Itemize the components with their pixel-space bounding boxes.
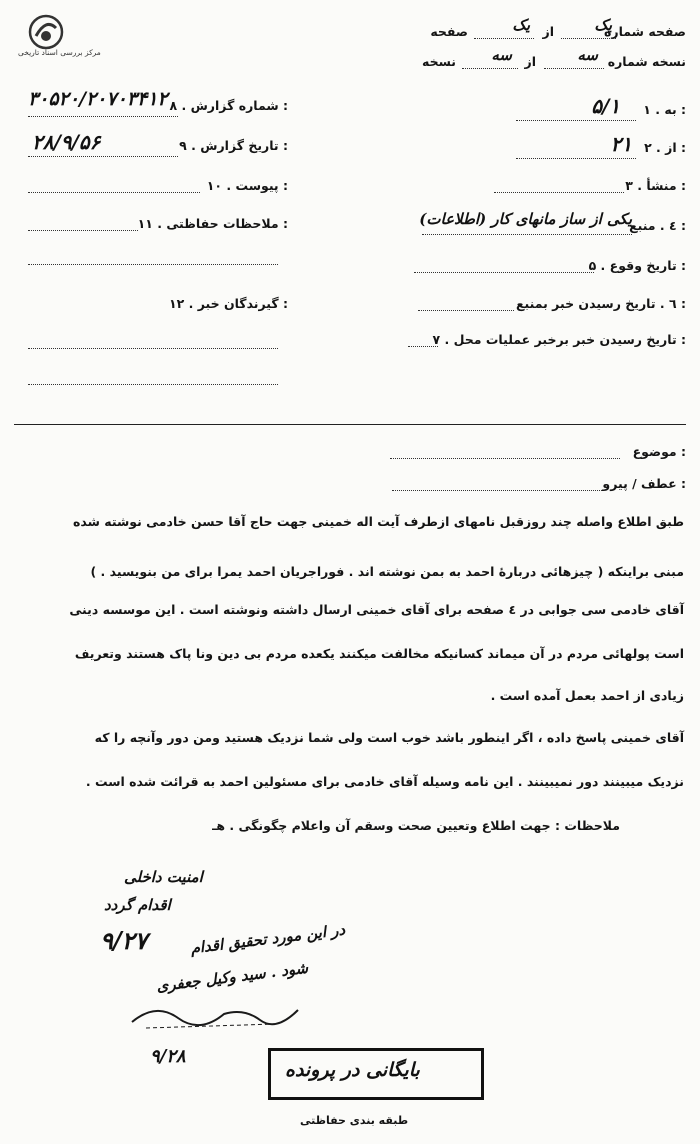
field-report-number: [28, 88, 288, 120]
page-number-value: یک: [594, 16, 612, 34]
classification-label: طبقه بندی حفاظتی: [300, 1114, 409, 1127]
field-label: ۸ . شماره گزارش :: [169, 98, 288, 113]
field-recipients: [28, 290, 288, 318]
copy-total-value: سه: [491, 46, 512, 64]
archive-logo: [28, 14, 64, 50]
page-of-label: از: [542, 24, 554, 39]
field-from: [386, 134, 686, 162]
handwritten-note: شود . سید وکیل جعفری: [155, 958, 309, 996]
body-line: مبنی براینکه ( چیزهائی دربارۀ احمد به بمن نوشته اند . فوراجریان احمد یمرا برای من بنویسید . ): [90, 564, 684, 579]
field-value: ۵/۱: [591, 94, 620, 118]
body-line: نزدیک میبینند دور نمیبینند . این نامه وسیله آقای خادمی برای مسئولین احمد به قرائت شده است .: [85, 774, 684, 789]
reference-label: عطف / پیرو :: [602, 476, 686, 491]
field-to: [386, 96, 686, 124]
field-label: ۳ . منشأ :: [625, 178, 686, 193]
signature-icon: [126, 994, 306, 1034]
field-label: ۷ . تاریخ رسیدن خبر برخبر عملیات محل :: [432, 332, 686, 347]
field-label: ٤ . منبع :: [629, 218, 686, 233]
field-operation-received-date: [386, 326, 686, 354]
page-word: صفحه: [430, 24, 468, 39]
field-value: ۲۸/۹/۵۶: [32, 130, 101, 154]
handwritten-note: امنیت داخلی: [124, 868, 203, 886]
field-label: ۱۰ . پیوست :: [206, 178, 288, 193]
copy-number-line: [386, 46, 686, 72]
field-label: ۵ . تاریخ وقوع :: [588, 258, 686, 273]
field-label: ۱۱ . ملاحظات حفاظتی :: [137, 216, 288, 231]
field-value: ۲۱: [610, 132, 632, 156]
field-source: [386, 208, 686, 242]
field-attachment: [28, 172, 288, 200]
logo-caption: مرکز بررسی اسناد تاریخی: [18, 48, 101, 57]
header-divider: [14, 424, 686, 425]
recipients-line-1: [28, 348, 278, 349]
body-line: زیادی از احمد بعمل آمده است .: [490, 688, 684, 703]
body-line: است پولهائی مردم در آن میماند کسانیکه مخالفت میکنند یکعده مردم بی دین ونا پاک هستند وتعریف: [74, 646, 684, 661]
field-event-date: [386, 252, 686, 280]
remarks-line-2: [28, 264, 278, 265]
reference-field: [386, 472, 686, 496]
field-label: ٦ . تاریخ رسیدن خبر بمنبع :: [516, 296, 686, 311]
recipients-line-2: [28, 384, 278, 385]
field-label: ۱۲ . گیرندگان خبر :: [168, 296, 288, 311]
field-origin: [386, 172, 686, 200]
handwritten-date: ۹/۲۷: [100, 926, 148, 955]
copy-number-label: نسخه شماره: [607, 54, 686, 69]
body-line: آقای خادمی سی جوابی در ٤ صفحه برای آقای خمینی ارسال داشته ونوشته است . این موسسه دینی: [69, 602, 684, 617]
body-line: طبق اطلاع واصله چند روزقبل نامهای ازطرف آیت اله خمینی جهت حاج آقا حسن خادمی نوشته شده: [73, 514, 684, 529]
subject-field: [386, 440, 686, 464]
field-report-date: [28, 128, 288, 160]
copy-of-label: از: [524, 54, 536, 69]
subject-label: موضوع :: [632, 444, 686, 459]
page-number-label: صفحه شماره: [604, 24, 686, 39]
copy-word: نسخه: [421, 54, 456, 69]
handwritten-note: در این مورد تحقیق اقدام: [189, 920, 346, 958]
field-label: ۹ . تاریخ گزارش :: [179, 138, 288, 153]
field-value: ۳۰۵۲۰/۲۰۷۰۳۴۱۲: [28, 88, 168, 110]
body-line: آقای خمینی پاسخ داده ، اگر اینطور باشد خوب است ولی شما نزدیک هستید ومن دور وآنچه را که: [94, 730, 684, 745]
stamp-text: بایگانی در پرونده: [285, 1059, 420, 1081]
field-source-received-date: [386, 290, 686, 318]
remarks-line: ملاحظات : جهت اطلاع وتعیین صحت وسقم آن واعلام چگونگی . هـ: [212, 818, 620, 833]
handwritten-note: اقدام گردد: [104, 896, 171, 914]
logo-icon: [28, 14, 64, 50]
copy-number-value: سه: [577, 46, 598, 64]
field-value: یکی از ساز مانهای کار (اطلاعات): [419, 210, 632, 228]
page-number-line: [386, 16, 686, 42]
handwritten-date: ۹/۲۸: [150, 1046, 186, 1067]
field-label: ۱ . به :: [643, 102, 686, 117]
field-security-remarks: [28, 210, 288, 238]
archive-stamp: [268, 1048, 484, 1100]
page-total-value: یک: [512, 16, 530, 34]
field-label: ۲ . از :: [644, 140, 686, 155]
